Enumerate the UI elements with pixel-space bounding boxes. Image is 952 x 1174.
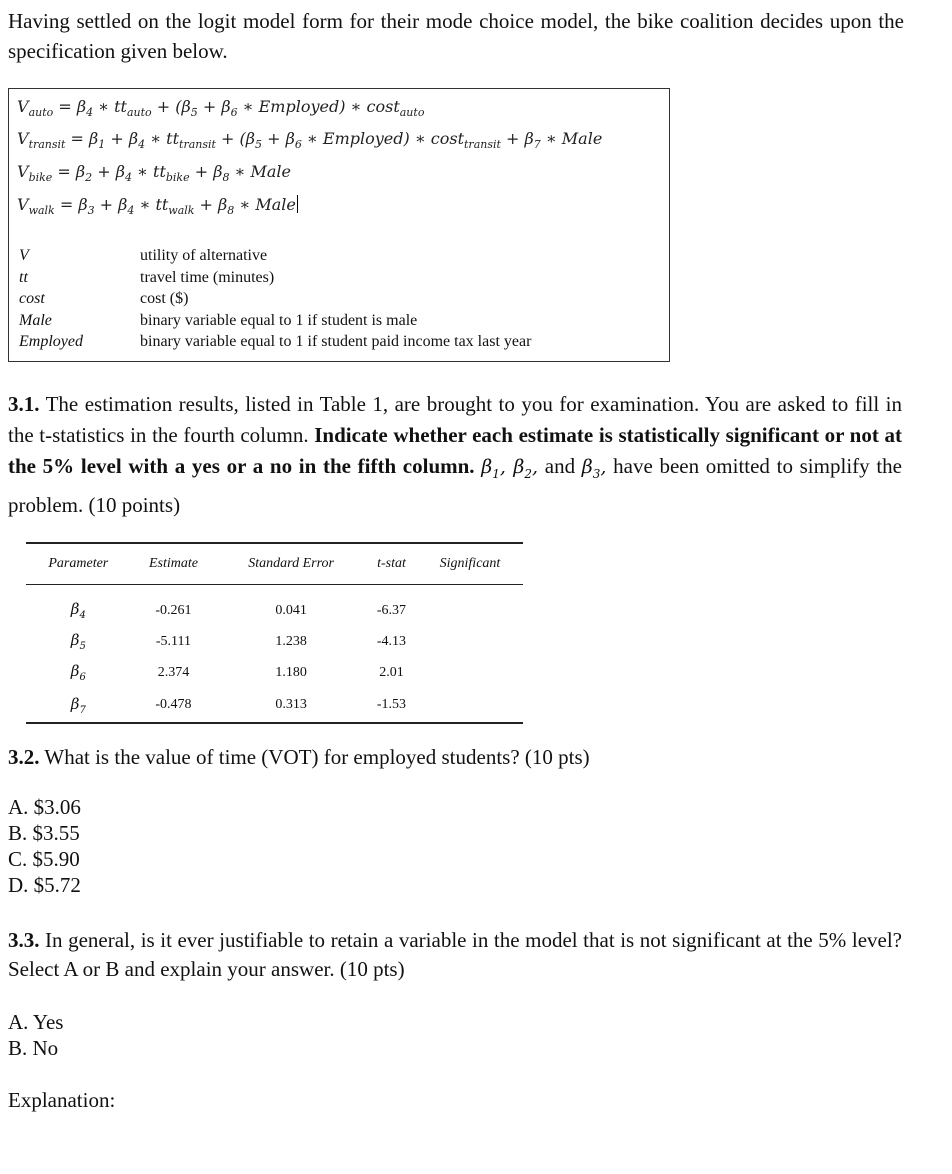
definition-row [19, 267, 531, 289]
question-tail: have been omitted to simplify the problem. (10 points) [8, 454, 902, 517]
choices-3-3 [8, 1009, 63, 1061]
question-3-2 [8, 742, 902, 773]
definition-row [19, 331, 531, 353]
equation-transit: $V_{transit} = \beta_1 + \beta_4$ ∗ $tt_{transit} + (\beta_5 + \beta_6$ ∗ Employed) ∗ $\cos t_{transit} + \beta_7$ ∗ Male [17, 129, 603, 152]
table-row [26, 585, 523, 627]
table-row [26, 688, 523, 723]
header-standard-error: Standard Error [216, 543, 366, 585]
choice-yes[interactable]: A. Yes [8, 1010, 64, 1034]
choice-a[interactable]: A. $3.06 [8, 795, 81, 819]
estimate-cell: 2.374 [157, 664, 190, 680]
equation-bike: $V_{bike} = \beta_2 + \beta_4$ ∗ $tt_{bike} + \beta_8$ ∗ Male [17, 162, 292, 185]
omitted-parameters: $\beta_1$, $\beta_2$, [481, 456, 539, 481]
choice-c[interactable]: C. $5.90 [8, 847, 80, 871]
question-number: 3.1. [8, 392, 40, 416]
header-significant: Significant [417, 543, 523, 585]
definition-symbol: cost [19, 290, 45, 308]
t-stat-cell: 2.01 [379, 664, 404, 680]
definition-symbol: tt [19, 268, 28, 286]
table-row [26, 626, 523, 657]
question-number: 3.3. [8, 928, 40, 952]
definition-meaning: binary variable equal to 1 if student paid income tax last year [140, 333, 532, 351]
explanation-label: Explanation: [8, 1088, 116, 1112]
header-estimate: Estimate [131, 543, 217, 585]
definition-symbol: Male [19, 311, 52, 329]
estimate-cell: -5.111 [155, 633, 191, 649]
header-parameter: Parameter [26, 543, 131, 585]
choice-no[interactable]: B. No [8, 1036, 59, 1060]
parameter-cell: $\beta_5$ [70, 631, 86, 652]
equation-auto: $V_{auto} = \beta_4$ ∗ $tt_{auto} + (\beta_5 + \beta_6$ ∗ Employed) ∗ cost$_{auto}$ [17, 97, 425, 120]
definition-row [19, 288, 531, 310]
question-text: In general, is it ever justifiable to retain a variable in the model that is not significant at the 5% level? Select A or B and explain your answer. (10 pts) [8, 928, 902, 981]
variable-definitions [19, 245, 531, 353]
standard-error-cell: 0.041 [275, 602, 307, 618]
definition-meaning: cost ($) [140, 290, 189, 308]
significant-cell[interactable] [417, 688, 523, 723]
standard-error-cell: 1.180 [275, 664, 307, 680]
header-t-stat: t-stat [366, 543, 417, 585]
standard-error-cell: 1.238 [275, 633, 307, 649]
definition-meaning: utility of alternative [140, 247, 268, 264]
equation-walk: $V_{walk} = \beta_3 + \beta_4$ ∗ $tt_{walk} + \beta_8$ ∗ Male [17, 195, 296, 218]
t-stat-cell: -1.53 [366, 688, 417, 723]
question-number: 3.2. [8, 745, 40, 769]
question-instruction: Indicate whether each estimate is statistically significant or not at the 5% level with a yes or a no in the fifth column. [8, 423, 902, 478]
parameter-cell: $\beta_6$ [70, 662, 86, 683]
text-cursor [297, 195, 298, 213]
intro-paragraph: Having settled on the logit model form for their mode choice model, the bike coalition decides upon the specification given below. [8, 9, 904, 63]
table-row [26, 657, 523, 688]
question-3-1: 3.1. The estimation results, listed in Table 1, are brought to you for examination. You are asked to fill in the t-statistics in the fourth column. Indicate whether each estimate is statistically significant or not at the 5% level with a yes or a no in the fifth column. $\beta_1$, $\beta_2$, and $\beta_3$, have been omitted to simplify the problem. (10 points) [8, 392, 902, 517]
t-stat-cell: -4.13 [376, 633, 407, 649]
definition-meaning: binary variable equal to 1 if student is male [140, 311, 418, 329]
significant-cell[interactable] [417, 657, 523, 688]
definition-symbol: Employed [19, 333, 83, 351]
estimation-results-table [26, 542, 523, 724]
question-3-3 [8, 926, 902, 984]
definition-meaning: travel time (minutes) [140, 268, 275, 286]
definition-symbol: V [19, 247, 29, 264]
question-text: What is the value of time (VOT) for employed students? (10 pts) [39, 745, 590, 769]
estimate-cell: -0.478 [131, 688, 217, 723]
parameter-cell: $\beta_4$ [70, 600, 86, 621]
significant-cell[interactable] [417, 585, 523, 627]
estimate-cell: -0.261 [155, 602, 192, 618]
t-stat-cell: -6.37 [376, 602, 407, 618]
question-text: The estimation results, listed in Table 1, are brought to you for examination. You are asked to fill in the t-statistics in the fourth column. [8, 392, 902, 447]
standard-error-cell: 0.313 [216, 688, 366, 723]
definition-row [19, 310, 531, 332]
choices-3-2 [8, 794, 81, 898]
parameter-cell: $\beta_7$ [26, 688, 131, 723]
choice-d[interactable]: D. $5.72 [8, 873, 81, 897]
choice-b[interactable]: B. $3.55 [8, 821, 80, 845]
specification-box [8, 88, 670, 362]
definition-row [19, 245, 531, 267]
significant-cell[interactable] [417, 626, 523, 657]
